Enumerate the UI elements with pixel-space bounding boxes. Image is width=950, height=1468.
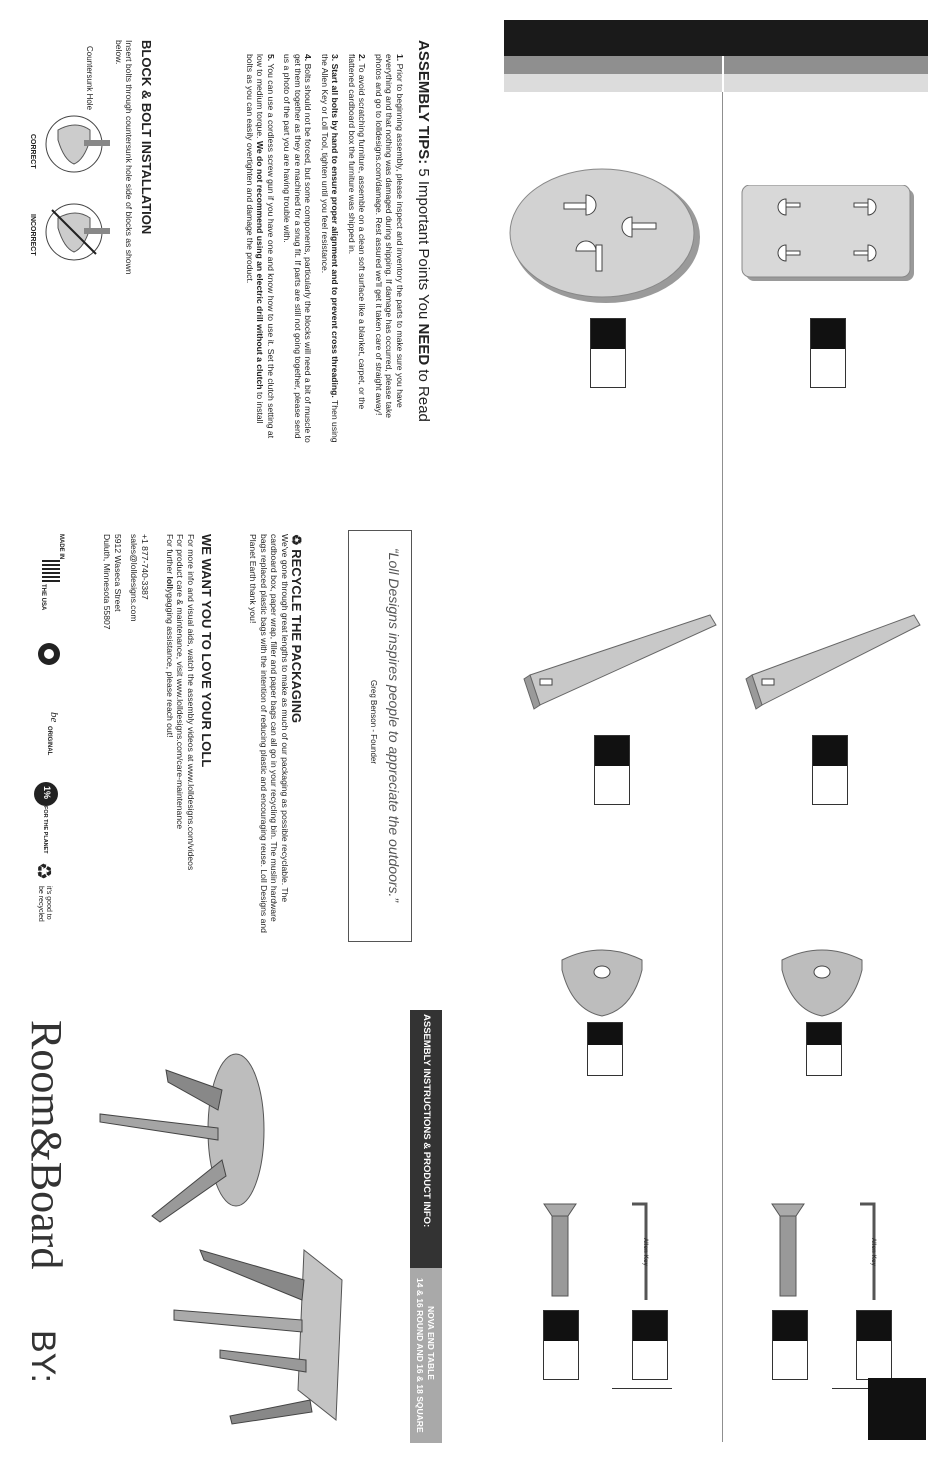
address-line-2: Duluth, Minnesota 55807 [102,534,113,630]
tip-4-text: Bolts should not be forced, but some components, particularly the blocks will need a bit of muscle to get them together as they are machined for a snug fit. If parts are still not going together, please send us a photo of the part you are having trouble with. [282,54,314,443]
recycle-title-text: RECYCLE THE PACKAGING [289,549,304,724]
round-leg-image [520,605,720,730]
love-line-2: For product care & maintenance, visit www.lolldesigns.com/care-maintenance [175,534,186,830]
tip-3 [320,54,341,444]
email[interactable]: sales@lolldesigns.com [129,534,140,622]
round-tabletop-image [506,165,706,310]
quantity-box-block-round [587,1022,623,1076]
header-black-bar [504,20,928,56]
loll-logo-text: loll [43,1384,70,1419]
allen-key-label-right: Allen Key [870,1238,876,1267]
correct-label: CORRECT [29,134,36,169]
column-header-left [504,56,722,74]
quote-author: Greg Benson - Founder [369,680,378,765]
column-subheader-left [504,74,722,92]
one-percent-number: 1% [42,786,52,800]
block-bolt-title: BLOCK & BOLT INSTALLATION [139,40,154,235]
allen-key-label-left: Allen Key [642,1238,648,1267]
love-info [165,534,197,870]
made-in-usa-badge [34,534,64,611]
square-bolt-image [768,1200,808,1305]
loll-designs-logo [868,1378,926,1440]
quote-text: “Loll Designs inspires people to appreciate the outdoors.” [386,548,402,903]
column-divider [722,92,723,1442]
round-allen-key-image [620,1200,660,1310]
product-name: NOVA END TABLE [426,1306,436,1380]
phone[interactable]: +1 877-740-3387 [140,534,150,600]
column-header-right [724,56,928,74]
signature-line-left [612,1388,672,1389]
tips-title-need: NEED [415,323,432,366]
the-usa-text: THE USA [40,584,46,611]
quantity-box-leg-round [594,735,630,805]
recycle-title [288,534,304,723]
incorrect-label: INCORRECT [29,214,36,256]
quantity-box-allen-key-round [632,1310,668,1380]
recycled-text-2: be recycled [37,886,44,922]
designs-logo-text: DESIGNS [35,1384,41,1412]
address-line-1: 5912 Waseca Street [113,534,123,612]
round-bolt-image [540,1200,580,1305]
product-sizes: 14 & 16 ROUND AND 16 & 18 SQUARE [415,1278,425,1433]
quantity-box-bolt-square [772,1310,808,1380]
quantity-box-leg-square [812,735,848,805]
tip-5-text2: to install bolts as you can easily overtighten and damage the product. [245,54,266,424]
recycled-text-1: it's good to [45,886,52,920]
love-line-3-bold: loll [165,576,175,589]
square-leg-image [742,605,922,730]
quantity-box-bolt-round [543,1310,579,1380]
contact-info [102,534,150,630]
usa-flag-icon [42,560,60,582]
room-and-board-logo: Room&Board [22,1020,71,1270]
incorrect-diagram [40,198,112,269]
be-text: be [48,712,60,723]
tips-list [239,54,406,444]
one-percent-badge [32,782,62,854]
square-allen-key-image [848,1200,888,1310]
tip-5-num: 5. [266,54,276,62]
tip-1 [374,54,406,444]
round-table-illustration [96,1030,276,1235]
assembly-tips-heading [415,40,432,422]
quantity-box-allen-key-square [856,1310,892,1380]
love-line-3 [165,534,176,870]
tip-5 [245,54,277,444]
quantity-box-block-square [806,1022,842,1076]
tip-3-text: Then using the Allen Key or Loll Tool, tighten until you feel resistance. [320,54,341,443]
tip-2-num: 2. [357,54,368,62]
cradle-badge-icon [36,640,62,674]
tip-5-text: You can use a cordless screw gun if you have one and know how to use it. Set the clutch setting at low to medium torque. [255,54,276,439]
column-subheader-right [724,74,928,92]
tip-3-num: 3. [330,54,341,62]
tip-5-bold: We do not recommend using an electric drill without a clutch [255,140,266,390]
tip-3-bold: Start all bolts by hand to ensure proper alignment and to prevent cross threading. [330,63,341,398]
tip-4-num: 4. [303,54,314,62]
love-line-3-pre: For further [165,534,175,577]
made-in-text: MADE IN [58,534,64,560]
for-the-planet-text: FOR THE PLANET [42,806,48,854]
recycle-text: We've gone through great lengths to make as much of our packaging as possible recyclable. The cardboard box, paper wrap, filler and paper bags can all go in your recycling bin. The muslin hardware bags replaced plastic bags with the intention of reducing plastic and encouraging reuse. Loll Designs and Planet Earth thank you! [248,534,290,933]
tips-title-end: to Read [415,365,432,422]
love-title: WE WANT YOU TO LOVE YOUR LOLL [199,534,214,768]
original-text: ORIGINAL [46,726,52,756]
square-table-illustration [170,1240,350,1435]
tip-1-text: Prior to beginning assembly, please inspect and inventory the parts to make sure you have everything and that nothing was damaged during shipping. If damage has occurred, please take photos and go to lolldesigns.com/damage. Rest assured we'll get it taken care of straight away! [374,54,405,419]
tip-4 [282,54,314,444]
countersunk-hole-label: Countersunk Hole [85,46,94,111]
tip-1-num: 1. [395,54,405,62]
correct-diagram [40,110,112,181]
square-tabletop-image [740,185,920,290]
recycled-badge [30,862,66,932]
tip-2-text: To avoid scratching furniture, assemble on a clean soft surface like a blanket, carpet, or the flattened cardboard box the furniture was shipped in. [347,54,368,410]
tips-title-rest: 5 Important Points You [415,164,432,324]
quantity-box-tabletop-round [590,318,626,388]
be-original-badge [36,712,62,756]
by-label: BY: [24,1330,62,1383]
love-line-1: For more info and visual aids, watch the assembly videos at www.lolldesigns.com/videos [186,534,196,871]
round-block-image [552,940,652,1025]
recycle-badge-icon: ♻ [32,862,54,880]
quote-box [348,530,412,942]
love-line-3-post: ygagging assistance, please reach out! [165,588,175,738]
title-bar-text: ASSEMBLY INSTRUCTIONS & PRODUCT INFO: [421,1014,432,1228]
recycle-icon: ♻ [289,534,304,550]
quantity-box-tabletop-square [810,318,846,388]
tips-title-bold: ASSEMBLY TIPS: [415,40,432,165]
square-block-image [772,940,872,1025]
tip-2 [347,54,368,444]
block-bolt-desc: Insert bolts through countersunk hole side of blocks as shown below. [114,40,134,275]
